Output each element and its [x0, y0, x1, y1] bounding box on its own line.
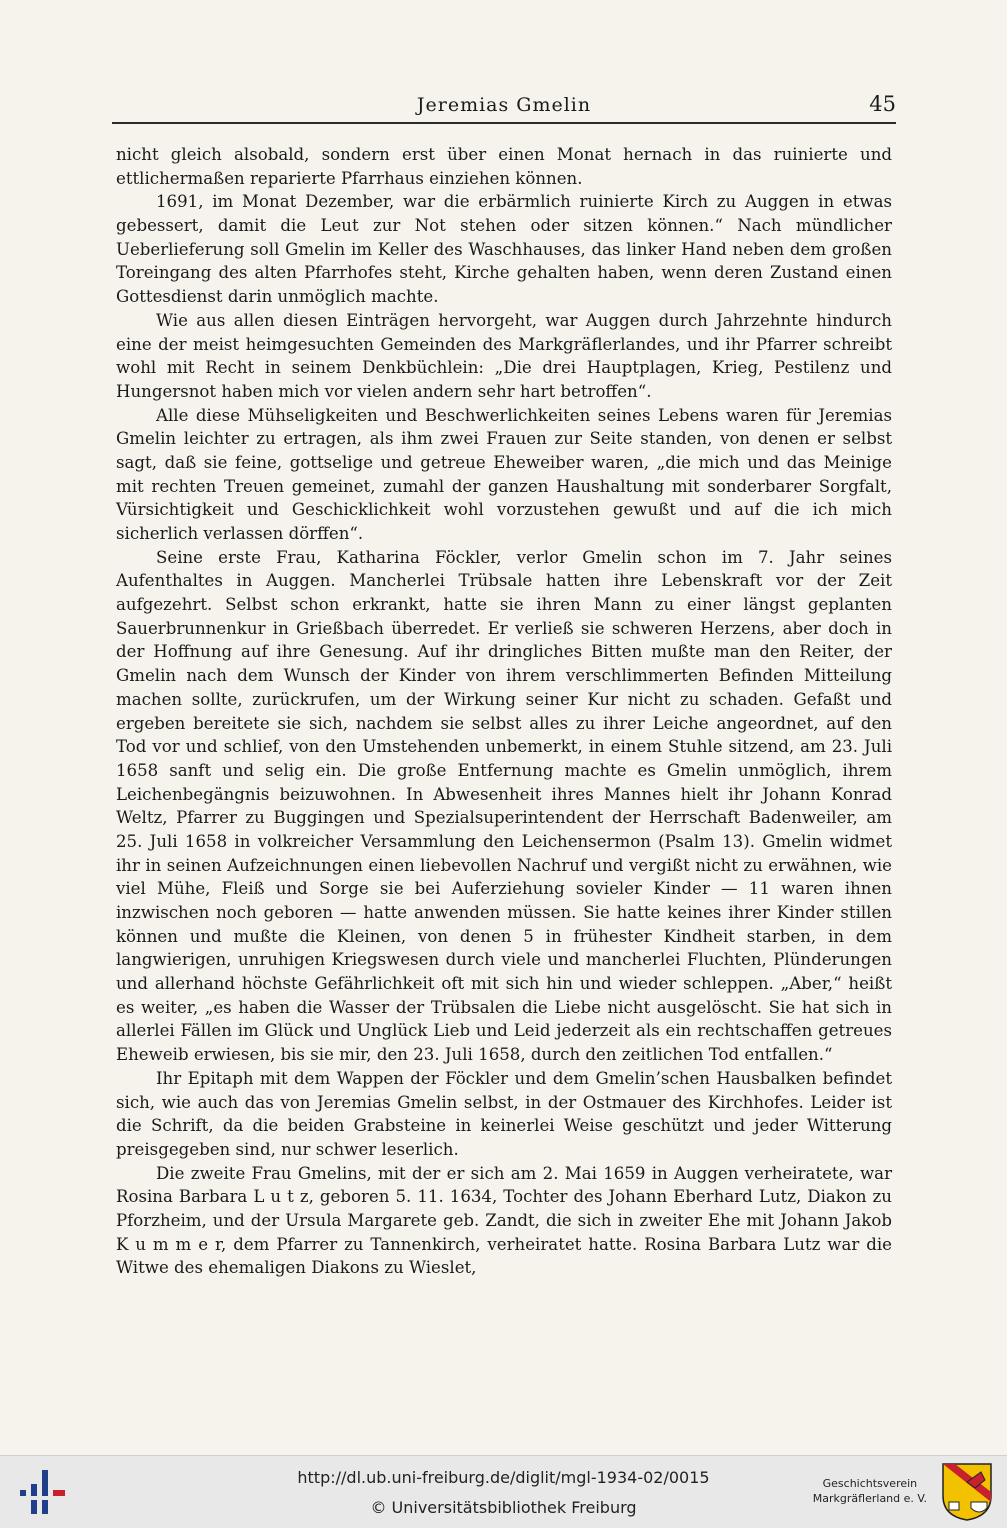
paragraph-5: Seine erste Frau, Katharina Föckler, verlor Gmelin schon im 7. Jahr seines Aufenthaltes in Auggen. Mancherlei Trübsale hatten ihre Lebenskraft vor der Zeit aufgezehrt. Selbst schon erkrankt, hatte sie ihren Mann zu einer längst geplanten Sauerbrunnenkur in Grießbach überredet. Er verließ sie schweren Herzens, aber doch in der Hoffnung auf ihre Genesung. Auf ihr dringliches Bitten mußte man den Reiter, der Gmelin nach dem Wunsch der Kinder von ihrem verschlimmerten Befinden Mitteilung machen sollte, zurückrufen, um der Wirkung seiner Kur nicht zu schaden. Gefaßt und ergeben bereitete sie sich, nachdem sie selbst alles zu ihrer Leiche angeordnet, auf den Tod vor und schlief, von den Umstehenden unbemerkt, in einem Stuhle sitzend, am 23. Juli 1658 sanft und selig ein. Die große Entfernung machte es Gmelin unmöglich, ihrem Leichenbegängnis beizuwohnen. In Abwesenheit ihres Mannes hielt ihr Johann Konrad Weltz, Pfarrer zu Buggingen und Spezialsuperintendent der Herrschaft Badenweiler, am 25. Juli 1658 in volkreicher Versammlung den Leichensermon (Psalm 13). Gmelin widmet ihr in seinen Aufzeichnungen einen liebevollen Nachruf und vergißt nicht zu erwähnen, wie viel Mühe, Fleiß und Sorge sie bei Auferziehung sovieler Kinder — 11 waren ihnen inzwischen noch geboren — hatte anwenden müssen. Sie hatte keines ihrer Kinder stillen können und mußte die Kleinen, von denen 5 in frühester Kindheit starben, in dem langwierigen, unruhigen Kriegswesen durch viele und mancherlei Fluchten, Plünderungen und allerhand höchste Gefährlichkeit oft mit sich hin und wieder schleppen. „Aber,“ heißt es weiter, „es haben die Wasser der Trübsalen die Liebe nicht ausgelöscht. Sie hat sich in allerlei Fällen im Glück und Unglück Lieb und Leid jederzeit als ein rechtschaffen getreues Eheweib erwiesen, bis sie mir, den 23. Juli 1658, durch den zeitlichen Tod entfallen.“ — [116, 547, 892, 1065]
running-header — [112, 92, 896, 124]
body-text — [116, 143, 892, 1280]
running-title: Jeremias Gmelin — [416, 94, 592, 116]
society-crest-icon[interactable] — [941, 1462, 993, 1522]
viewer-footer — [0, 1455, 1007, 1528]
permalink-url[interactable]: http://dl.ub.uni-freiburg.de/diglit/mgl-1934-02/0015 — [297, 1468, 710, 1487]
paragraph-1: nicht gleich alsobald, sondern erst über einen Monat hernach in das ruinierte und ettlichermaßen reparierte Pfarrhaus einziehen können. — [116, 145, 892, 188]
paragraph-6: Ihr Epitaph mit dem Wappen der Föckler und dem Gmelin’schen Hausbalken befindet sich, wie auch das von Jeremias Gmelin selbst, in der Ostmauer des Kirchhofes. Leider ist die Schrift, da die beiden Grabsteine in keinerlei Weise geschützt und jeder Witterung preisgegeben sind, nur schwer leserlich. — [116, 1068, 892, 1159]
page-number: 45 — [869, 92, 896, 116]
copyright-notice: © Universitätsbibliothek Freiburg — [370, 1498, 637, 1517]
paragraph-2: 1691, im Monat Dezember, war die erbärmlich ruinierte Kirch zu Auggen in etwas gebessert, damit die Leut zur Not stehen oder sitzen können.“ Nach mündlicher Ueberlieferung soll Gmelin im Keller des Waschhauses, das linker Hand neben dem großen Toreingang des alten Pfarrhofes steht, Kirche gehalten haben, wenn deren Zustand einen Gottesdienst darin unmöglich machte. — [116, 192, 892, 307]
society-line-2: Markgräflerland e. V. — [812, 1492, 927, 1505]
society-name — [813, 1476, 927, 1506]
paragraph-7: Die zweite Frau Gmelins, mit der er sich am 2. Mai 1659 in Auggen verheiratete, war Rosina Barbara L u t z, geboren 5. 11. 1634, Tochter des Johann Eberhard Lutz, Diakon zu Pforzheim, und der Ursula Margarete geb. Zandt, die sich in zweiter Ehe mit Johann Jakob K u m m e r, dem Pfarrer zu Tannenkirch, verheiratet hatte. Rosina Barbara Lutz war die Witwe des ehemaligen Diakons zu Wieslet, — [116, 1163, 892, 1278]
paragraph-3: Wie aus allen diesen Einträgen hervorgeht, war Auggen durch Jahrzehnte hindurch eine der meist heimgesuchten Gemeinden des Markgräflerlandes, und ihr Pfarrer schreibt wohl mit Recht in seinem Denkbüchlein: „Die drei Hauptplagen, Krieg, Pestilenz und Hungersnot haben mich vor vielen andern sehr hart betroffen“. — [116, 310, 892, 401]
society-line-1: Geschichtsverein — [822, 1477, 918, 1490]
paragraph-4: Alle diese Mühseligkeiten und Beschwerlichkeiten seines Lebens waren für Jeremias Gmelin leichter zu ertragen, als ihm zwei Frauen zur Seite standen, von denen er selbst sagt, daß sie feine, gottselige und getreue Eheweiber waren, „die mich und das Meinige mit rechten Treuen gemeinet, zumahl der ganzen Haushaltung mit sonderbarer Sorgfalt, Vürsichtigkeit und Geschicklichkeit wohl vorzustehen gewußt und auf die ich mich sicherlich verlassen dörffen“. — [116, 405, 892, 543]
